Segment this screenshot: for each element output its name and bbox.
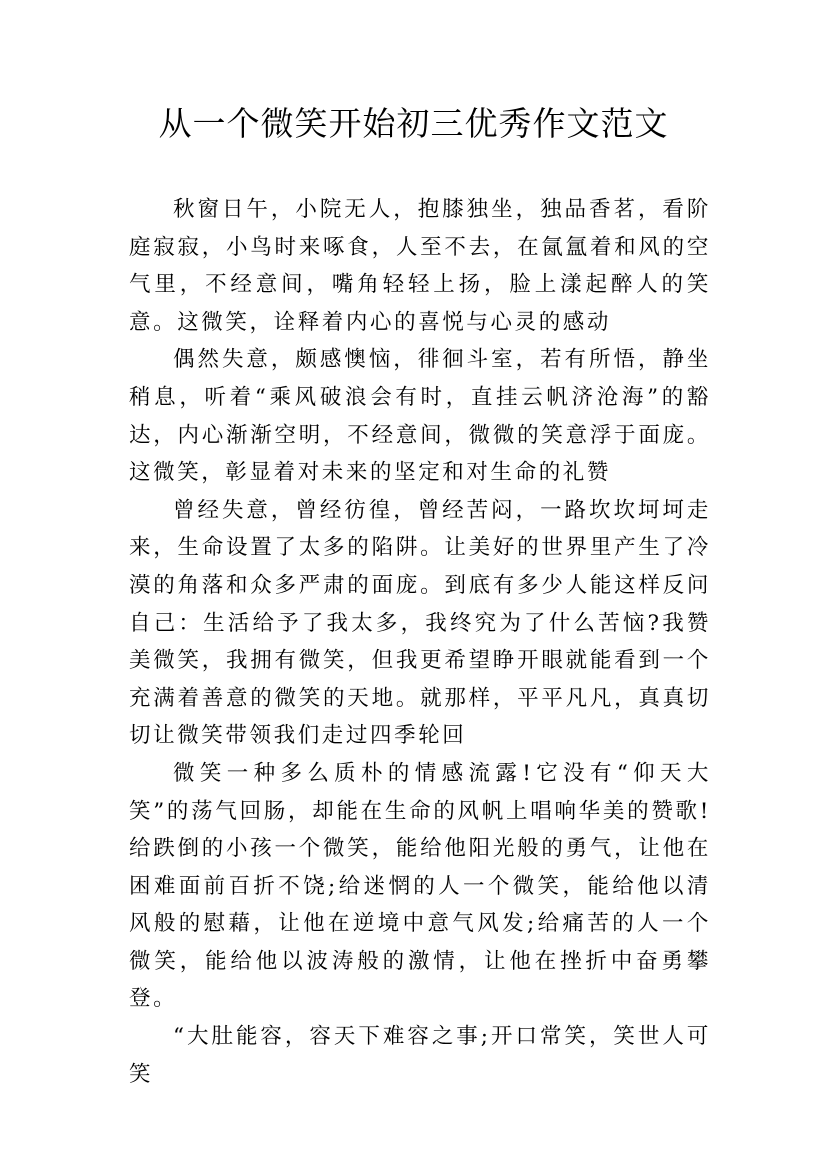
paragraph-4: 微笑一种多么质朴的情感流露!它没有“仰天大笑”的荡气回肠，却能在生命的风帆上唱响华美的赞歌!给跌倒的小孩一个微笑，能给他阳光般的勇气，让他在困难面前百折不饶;给迷惘的人一个微笑，能给他以清风般的慰藉，让他在逆境中意气风发;给痛苦的人一个微笑，能给他以波涛般的激情，让他在挫折中奋勇攀登。 bbox=[129, 760, 711, 1012]
paragraph-3: 曾经失意，曾经彷徨，曾经苦闷，一路坎坎坷坷走来，生命设置了太多的陷阱。让美好的世界里产生了冷漠的角落和众多严肃的面庞。到底有多少人能这样反问自己：生活给予了我太多，我终究为了什么苦恼?我赞美微笑，我拥有微笑，但我更希望睁开眼就能看到一个充满着善意的微笑的天地。就那样，平平凡凡，真真切切让微笑带领我们走过四季轮回 bbox=[129, 497, 711, 749]
document-title: 从一个微笑开始初三优秀作文范文 bbox=[158, 104, 669, 143]
paragraph-5: “大肚能容，容天下难容之事;开口常笑，笑世人可笑 bbox=[129, 1024, 711, 1087]
document-body bbox=[129, 191, 711, 1093]
paragraph-2: 偶然失意，颇感懊恼，徘徊斗室，若有所悟，静坐稍息，听着“乘风破浪会有时，直挂云帆济沧海”的豁达，内心渐渐空明，不经意间，微微的笑意浮于面庞。这微笑，彰显着对未来的坚定和对生命的礼赞 bbox=[129, 347, 711, 486]
paragraph-1: 秋窗日午，小院无人，抱膝独坐，独品香茗，看阶庭寂寂，小鸟时来啄食，人至不去，在氤氲着和风的空气里，不经意间，嘴角轻轻上扬，脸上漾起醉人的笑意。这微笑，诠释着内心的喜悦与心灵的感动 bbox=[129, 197, 711, 335]
